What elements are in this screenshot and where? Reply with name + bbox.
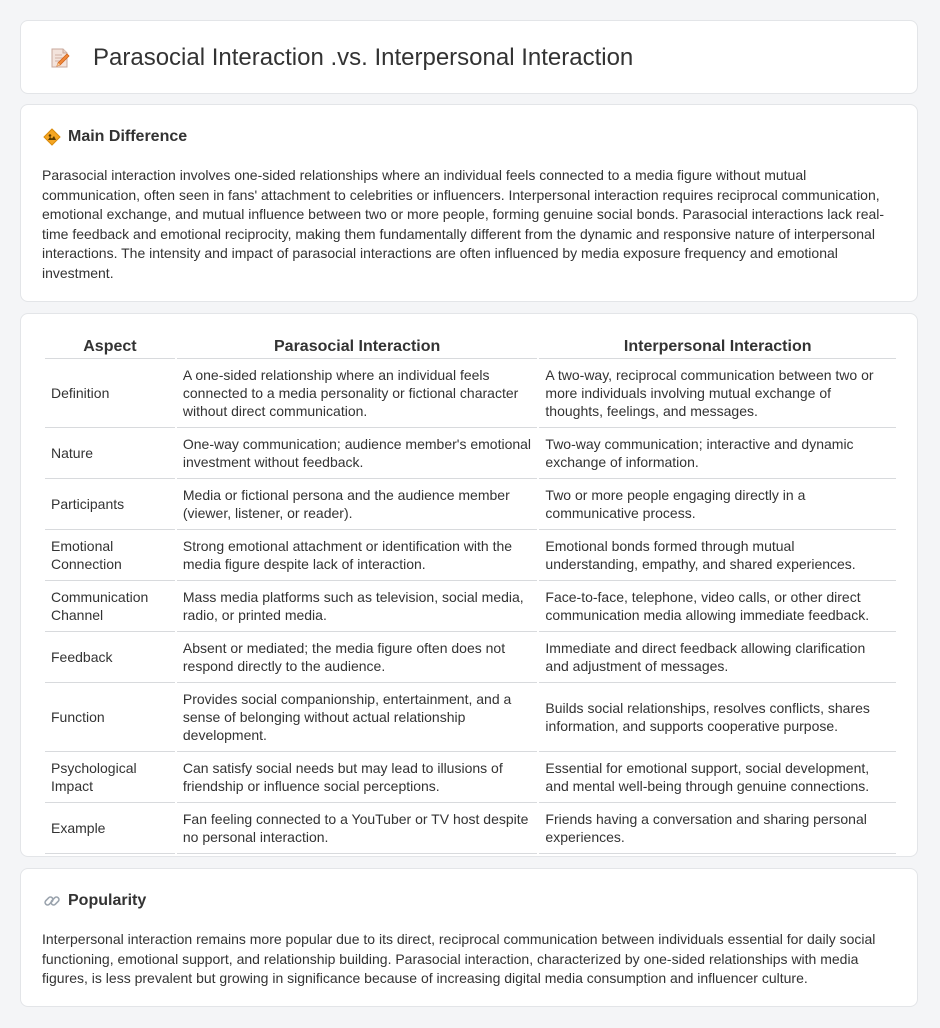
aspect-cell: Feedback — [45, 632, 175, 683]
interpersonal-cell: Face-to-face, telephone, video calls, or other direct communication media allowing immediate feedback. — [539, 581, 896, 632]
main-difference-heading: Main Difference — [68, 128, 188, 145]
popularity-heading: Popularity — [68, 892, 147, 909]
aspect-cell: Definition — [45, 359, 175, 428]
interpersonal-cell: Two or more people engaging directly in a communicative process. — [539, 479, 896, 530]
table-row — [45, 359, 896, 428]
document-pencil-icon — [49, 47, 71, 69]
comparison-table — [43, 336, 898, 854]
interpersonal-cell: Friends having a conversation and sharing personal experiences. — [539, 803, 896, 854]
interpersonal-cell: A two-way, reciprocal communication between two or more individuals involving mutual exchange of thoughts, feelings, and messages. — [539, 359, 896, 428]
diamond-sign-icon — [43, 128, 61, 146]
aspect-cell: Participants — [45, 479, 175, 530]
table-row — [45, 581, 896, 632]
aspect-cell: Communication Channel — [45, 581, 175, 632]
interpersonal-cell: Builds social relationships, resolves conflicts, shares information, and supports cooperative purpose. — [539, 683, 896, 752]
popularity-section — [20, 868, 918, 1007]
aspect-cell: Nature — [45, 428, 175, 479]
table-row — [45, 683, 896, 752]
interpersonal-cell: Two-way communication; interactive and dynamic exchange of information. — [539, 428, 896, 479]
column-header-aspect: Aspect — [45, 336, 175, 359]
interpersonal-cell: Essential for emotional support, social development, and mental well-being through genuine connections. — [539, 752, 896, 803]
aspect-cell: Psychological Impact — [45, 752, 175, 803]
aspect-cell: Emotional Connection — [45, 530, 175, 581]
table-header-row — [45, 336, 896, 359]
column-header-parasocial: Parasocial Interaction — [177, 336, 538, 359]
parasocial-cell: Mass media platforms such as television, social media, radio, or printed media. — [177, 581, 538, 632]
main-difference-section — [20, 104, 918, 302]
popularity-text: Interpersonal interaction remains more popular due to its direct, reciprocal communication between individuals essential for daily social functioning, emotional support, and relationship building. Parasocial interaction, characterized by one-sided relationships with media figures, is less prevalent but growing in significance because of increasing digital media consumption and influencer culture. — [42, 931, 876, 986]
page-title: Parasocial Interaction .vs. Interpersonal Interaction — [93, 44, 634, 71]
table-row — [45, 632, 896, 683]
parasocial-cell: Fan feeling connected to a YouTuber or TV host despite no personal interaction. — [177, 803, 538, 854]
column-header-interpersonal: Interpersonal Interaction — [539, 336, 896, 359]
table-row — [45, 530, 896, 581]
link-icon — [43, 892, 61, 910]
table-row — [45, 428, 896, 479]
parasocial-cell: Strong emotional attachment or identification with the media figure despite lack of interaction. — [177, 530, 538, 581]
parasocial-cell: Can satisfy social needs but may lead to illusions of friendship or influence social perceptions. — [177, 752, 538, 803]
parasocial-cell: Provides social companionship, entertainment, and a sense of belonging without actual relationship development. — [177, 683, 538, 752]
interpersonal-cell: Immediate and direct feedback allowing clarification and adjustment of messages. — [539, 632, 896, 683]
aspect-cell: Function — [45, 683, 175, 752]
aspect-cell: Example — [45, 803, 175, 854]
comparison-table-section — [20, 313, 918, 857]
interpersonal-cell: Emotional bonds formed through mutual understanding, empathy, and shared experiences. — [539, 530, 896, 581]
popularity-header — [43, 891, 146, 911]
main-difference-header — [43, 127, 187, 147]
parasocial-cell: One-way communication; audience member's emotional investment without feedback. — [177, 428, 538, 479]
parasocial-cell: Absent or mediated; the media figure often does not respond directly to the audience. — [177, 632, 538, 683]
header-card — [20, 20, 918, 94]
parasocial-cell: A one-sided relationship where an individual feels connected to a media personality or fictional character without direct communication. — [177, 359, 538, 428]
table-row — [45, 479, 896, 530]
main-difference-text: Parasocial interaction involves one-sided relationships where an individual feels connected to a media figure without mutual communication, often seen in fans' attachment to celebrities or influencers. Interpersonal interaction requires reciprocal communication, emotional exchange, and mutual influence between two or more people, forming genuine social bonds. Parasocial interactions lack real-time feedback and emotional reciprocity, making them fundamentally different from the dynamic and responsive nature of interpersonal interactions. The intensity and impact of parasocial interactions are often influenced by media exposure frequency and emotional investment. — [42, 167, 885, 281]
table-row — [45, 803, 896, 854]
table-row — [45, 752, 896, 803]
parasocial-cell: Media or fictional persona and the audience member (viewer, listener, or reader). — [177, 479, 538, 530]
